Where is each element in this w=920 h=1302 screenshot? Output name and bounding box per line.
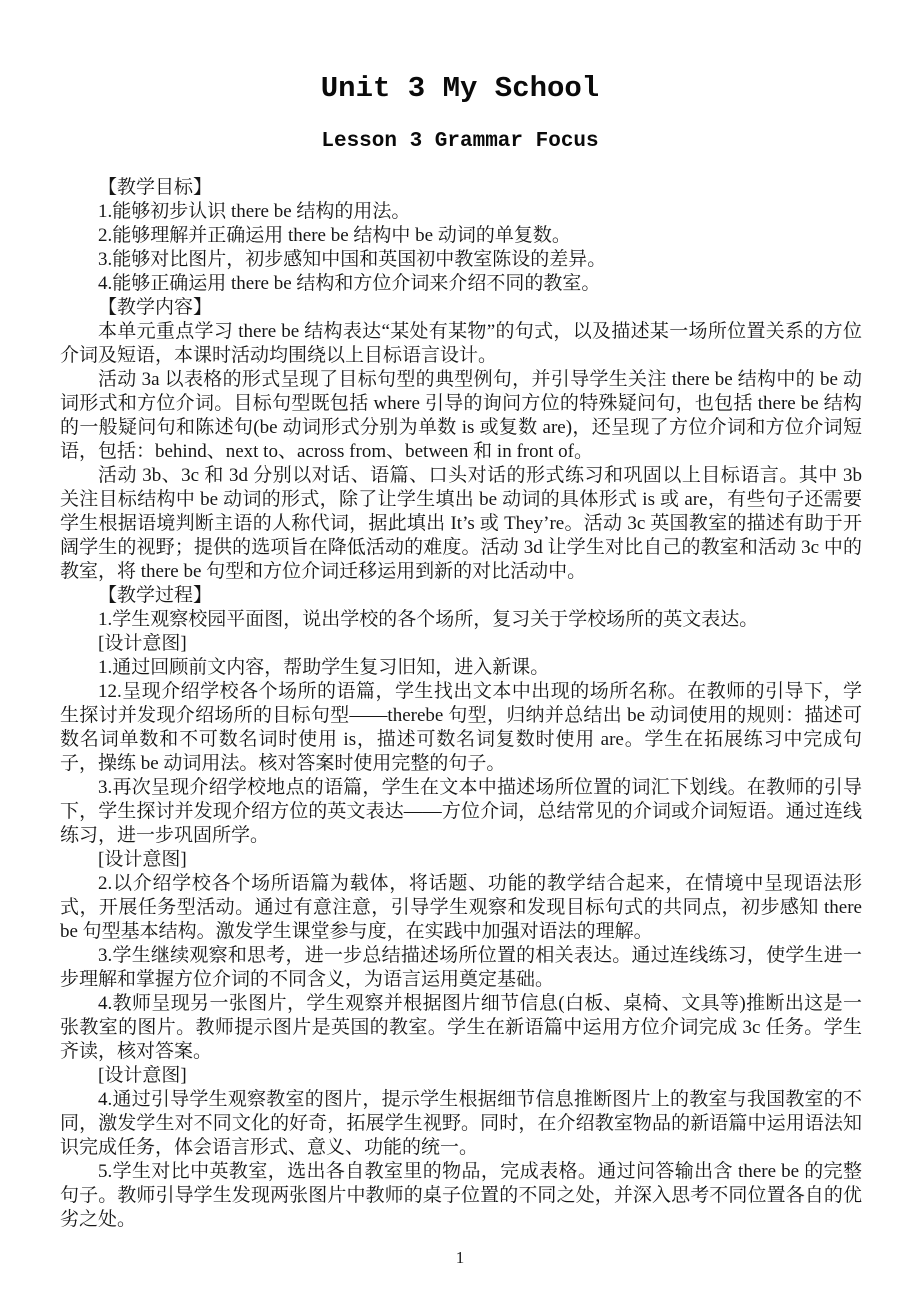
paragraph: 5.学生对比中英教室，选出各自教室里的物品，完成表格。通过问答输出含 there be 的完整句子。教师引导学生发现两张图片中教师的桌子位置的不同之处，并深入思考不同位置各自的优劣之处。 [60,1161,862,1230]
paragraph: 4.教师呈现另一张图片，学生观察并根据图片细节信息(白板、桌椅、文具等)推断出这是一张教室的图片。教师提示图片是英国的教室。学生在新语篇中运用方位介词完成 3c 任务。学生齐读，核对答案。 [60,993,862,1062]
paragraph: 【教学过程】 [98,585,213,606]
paragraph: 1.能够初步认识 there be 结构的用法。 [98,201,411,222]
paragraph: 3.能够对比图片，初步感知中国和英国初中教室陈设的差异。 [98,249,607,270]
paragraph: 3.学生继续观察和思考，进一步总结描述场所位置的相关表达。通过连线练习，使学生进一步理解和掌握方位介词的不同含义，为语言运用奠定基础。 [60,945,862,990]
paragraph: 【教学内容】 [98,297,213,318]
paragraph: 1.学生观察校园平面图，说出学校的各个场所，复习关于学校场所的英文表达。 [98,609,759,630]
page-number: 1 [455,1248,465,1267]
document-body [0,176,920,1232]
paragraph: 1.通过回顾前文内容，帮助学生复习旧知，进入新课。 [98,657,550,678]
paragraph: 12.呈现介绍学校各个场所的语篇，学生找出文本中出现的场所名称。在教师的引导下，学生探讨并发现介绍场所的目标句型——therebe 句型，归纳并总结出 be 动词使用的规则：描述可数名词单数和不可数名词时使用 is，描述可数名词复数时使用 are。学生在拓展练习中完成句子，操练 be 动词用法。核对答案时使用完整的句子。 [60,681,862,774]
page-title: Unit 3 My School [320,72,600,105]
paragraph: [设计意图] [98,1065,187,1086]
paragraph: 3.再次呈现介绍学校地点的语篇，学生在文本中描述场所位置的词汇下划线。在教师的引导下，学生探讨并发现介绍方位的英文表达——方位介词，总结常见的介词或介词短语。通过连线练习，进一步巩固所学。 [60,777,862,846]
paragraph: 本单元重点学习 there be 结构表达“某处有某物”的句式，以及描述某一场所位置关系的方位介词及短语，本课时活动均围绕以上目标语言设计。 [60,321,862,366]
paragraph: [设计意图] [98,633,187,654]
paragraph: 4.能够正确运用 there be 结构和方位介词来介绍不同的教室。 [98,273,601,294]
page-subtitle: Lesson 3 Grammar Focus [321,130,599,153]
paragraph: [设计意图] [98,849,187,870]
paragraph: 【教学目标】 [98,177,213,198]
paragraph: 4.通过引导学生观察教室的图片，提示学生根据细节信息推断图片上的教室与我国教室的不同，激发学生对不同文化的好奇，拓展学生视野。同时，在介绍教室物品的新语篇中运用语法知识完成任务，体会语言形式、意义、功能的统一。 [60,1089,862,1158]
paragraph: 活动 3b、3c 和 3d 分别以对话、语篇、口头对话的形式练习和巩固以上目标语言。其中 3b 关注目标结构中 be 动词的形式，除了让学生填出 be 动词的具体形式 is 或 are，有些句子还需要学生根据语境判断主语的人称代词，据此填出 It’s 或 They’re。活动 3c 英国教室的描述有助于开阔学生的视野；提供的选项旨在降低活动的难度。活动 3d 让学生对比自己的教室和活动 3c 中的教室，将 there be 句型和方位介词迁移运用到新的对比活动中。 [60,465,862,582]
paragraph: 活动 3a 以表格的形式呈现了目标句型的典型例句，并引导学生关注 there be 结构中的 be 动词形式和方位介词。目标句型既包括 where 引导的询问方位的特殊疑问句，也包括 there be 结构的一般疑问句和陈述句(be 动词形式分别为单数 is 或复数 are)，还呈现了方位介词和方位介词短语，包括：behind、next to、across from、between 和 in front of。 [60,369,862,462]
paragraph: 2.能够理解并正确运用 there be 结构中 be 动词的单复数。 [98,225,571,246]
paragraph: 2.以介绍学校各个场所语篇为载体，将话题、功能的教学结合起来，在情境中呈现语法形式，开展任务型活动。通过有意注意，引导学生观察和发现目标句式的共同点，初步感知 there be 句型基本结构。激发学生课堂参与度，在实践中加强对语法的理解。 [60,873,862,942]
